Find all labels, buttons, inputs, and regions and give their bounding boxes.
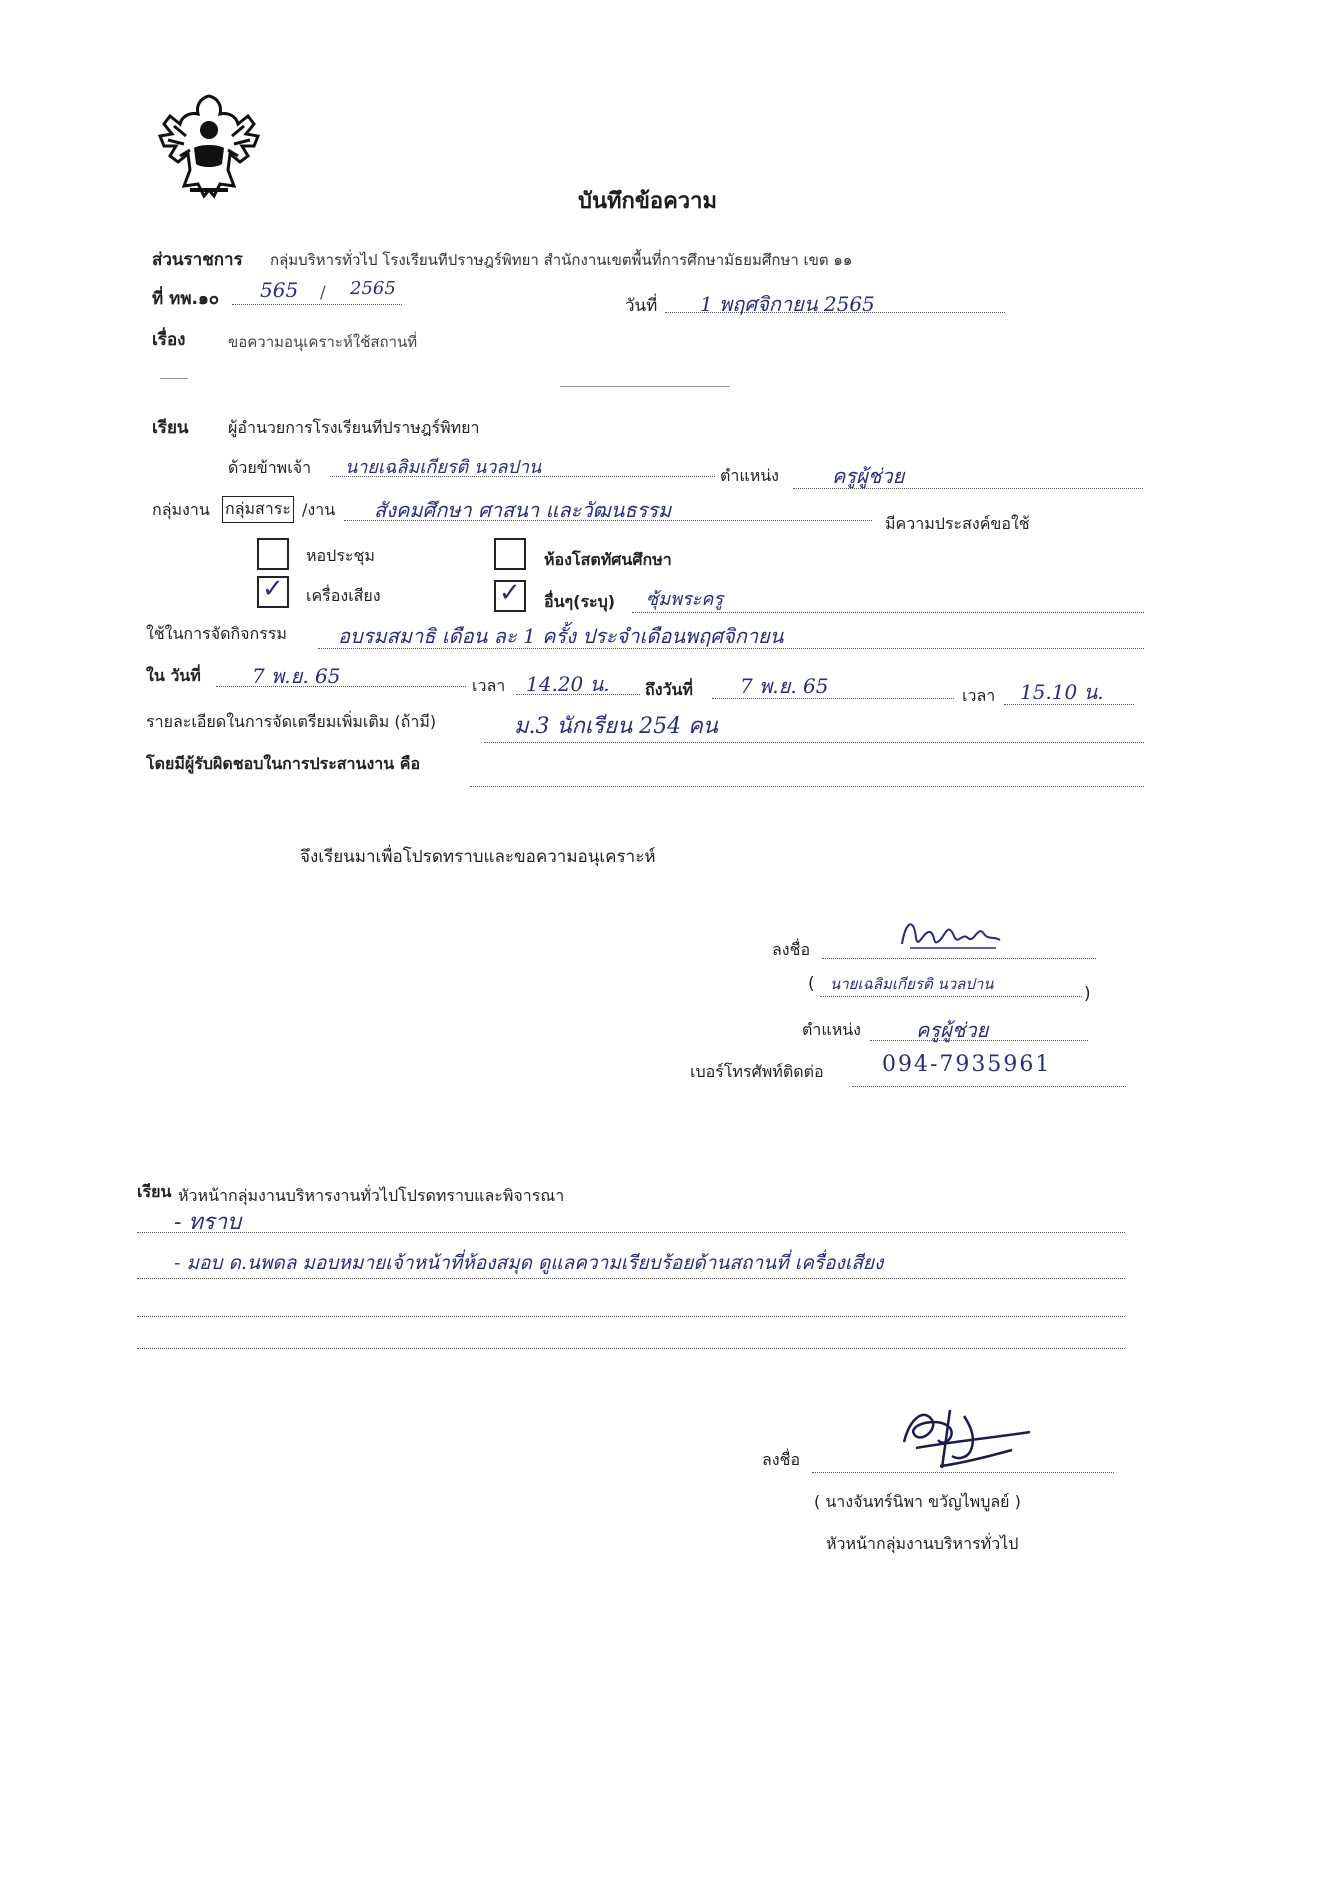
requester-label: ด้วยข้าพเจ้า: [228, 458, 312, 477]
from-time-value: 14.20 น.: [526, 672, 610, 696]
review-to-label: เรียน: [137, 1182, 172, 1201]
position-label: ตำแหน่ง: [720, 466, 779, 485]
option-other-specify: ซุ้มพระครู: [646, 589, 723, 610]
review-note-2: - มอบ ด.นพดล มอบหมายเจ้าหน้าที่ห้องสมุด ดูแลความเรียบร้อยด้านสถานที่ เครื่องเสียง: [174, 1252, 884, 1274]
option-other-label: อื่นๆ(ระบุ): [544, 592, 616, 611]
separator-dash-mid: [560, 386, 730, 387]
details-label: รายละเอียดในการจัดเตรียมเพิ่มเติม (ถ้ามี): [146, 712, 437, 731]
option-meeting-hall-label: หอประชุม: [306, 546, 375, 565]
sign1-name-line: [820, 996, 1082, 997]
coordinator-label: โดยมีผู้รับผิดชอบในการประสานงาน คือ: [146, 754, 421, 773]
sign2-position: หัวหน้ากลุ่มงานบริหารทั่วไป: [826, 1534, 1019, 1553]
sign1-position-value: ครูผู้ช่วย: [916, 1018, 989, 1042]
doc-year-value: 2565: [350, 278, 396, 299]
group-value: สังคมศึกษา ศาสนา และวัฒนธรรม: [374, 498, 672, 522]
checkbox-sound-system[interactable]: [257, 576, 289, 608]
group-boxed-label: กลุ่มสาระ: [222, 496, 294, 523]
activity-label: ใช้ในการจัดกิจกรรม: [146, 624, 287, 643]
activity-value: อบรมสมาธิ เดือน ละ 1 ครั้ง ประจำเดือนพฤศจิกายน: [338, 624, 784, 648]
to-time-value: 15.10 น.: [1020, 680, 1104, 704]
review-line-2: [137, 1278, 1125, 1279]
group-suffix: /งาน: [302, 500, 336, 519]
coordinator-line: [470, 786, 1144, 787]
details-value: ม.3 นักเรียน 254 คน: [514, 714, 718, 739]
signature-requester: [896, 910, 1006, 956]
to-date-value: 7 พ.ย. 65: [740, 674, 829, 698]
position-value: ครูผู้ช่วย: [832, 464, 905, 488]
agency-label: ส่วนราชการ: [152, 250, 243, 270]
from-time-label: เวลา: [472, 676, 506, 695]
review-note-1: - ทราบ: [174, 1210, 242, 1235]
option-sound-system-label: เครื่องเสียง: [306, 586, 381, 605]
purpose-label: มีความประสงค์ขอใช้: [885, 514, 1030, 533]
doc-no-line: [232, 304, 402, 305]
review-line-3: [137, 1316, 1125, 1317]
to-date-label: ถึงวันที่: [645, 680, 693, 699]
phone-line: [852, 1086, 1126, 1087]
phone-label: เบอร์โทรศัพท์ติดต่อ: [690, 1062, 824, 1081]
from-date-label: ใน วันที่: [146, 666, 201, 685]
subject-label: เรื่อง: [152, 330, 186, 350]
checkbox-av-room[interactable]: [494, 538, 526, 570]
doc-no-label: ที่ ทพ.๑๐: [152, 289, 220, 309]
checkmark-icon: ✓: [499, 578, 521, 608]
sign2-label: ลงชื่อ: [762, 1450, 801, 1469]
from-date-value: 7 พ.ย. 65: [252, 664, 341, 688]
date-value: 1 พฤศจิกายน 2565: [700, 292, 875, 316]
sign2-name: ( นางจันทร์นิพา ขวัญไพบูลย์ ): [814, 1492, 1021, 1511]
to-value: ผู้อำนวยการโรงเรียนทีปราษฎร์พิทยา: [228, 418, 480, 437]
review-line-4: [137, 1348, 1125, 1349]
review-line-1: [137, 1232, 1125, 1233]
phone-value: 094-7935961: [882, 1052, 1052, 1077]
sign1-name-value: นายเฉลิมเกียรติ นวลปาน: [830, 975, 994, 993]
sign1-label: ลงชื่อ: [772, 940, 811, 959]
separator-dash-left: [160, 378, 188, 379]
requester-value: นายเฉลิมเกียรติ นวลปาน: [345, 457, 542, 478]
checkbox-other[interactable]: [494, 580, 526, 612]
group-prefix: กลุ่มงาน: [152, 500, 210, 519]
garuda-emblem-icon: [150, 90, 268, 202]
date-label: วันที่: [625, 296, 658, 316]
sign1-position-label: ตำแหน่ง: [802, 1020, 861, 1039]
sign1-line: [822, 958, 1096, 959]
memo-title: บันทึกข้อความ: [578, 189, 718, 214]
signature-department-head: [880, 1398, 1040, 1478]
subject-value: ขอความอนุเคราะห์ใช้สถานที่: [228, 333, 418, 351]
checkmark-icon: ✓: [262, 574, 284, 604]
checkbox-meeting-hall[interactable]: [257, 538, 289, 570]
agency-value: กลุ่มบริหารทั่วไป โรงเรียนทีปราษฎร์พิทยา สำนักงานเขตพื้นที่การศึกษามัธยมศึกษา เขต ๑๑: [270, 251, 853, 269]
doc-no-value: 565: [260, 278, 299, 302]
option-av-room-label: ห้องโสตทัศนศึกษา: [544, 550, 672, 569]
review-to-value: หัวหน้ากลุ่มงานบริหารงานทั่วไปโปรดทราบและพิจารณา: [178, 1186, 565, 1205]
to-time-label: เวลา: [962, 686, 996, 705]
closing-text: จึงเรียนมาเพื่อโปรดทราบและขอความอนุเคราะห์: [300, 847, 656, 867]
to-label: เรียน: [152, 418, 189, 438]
